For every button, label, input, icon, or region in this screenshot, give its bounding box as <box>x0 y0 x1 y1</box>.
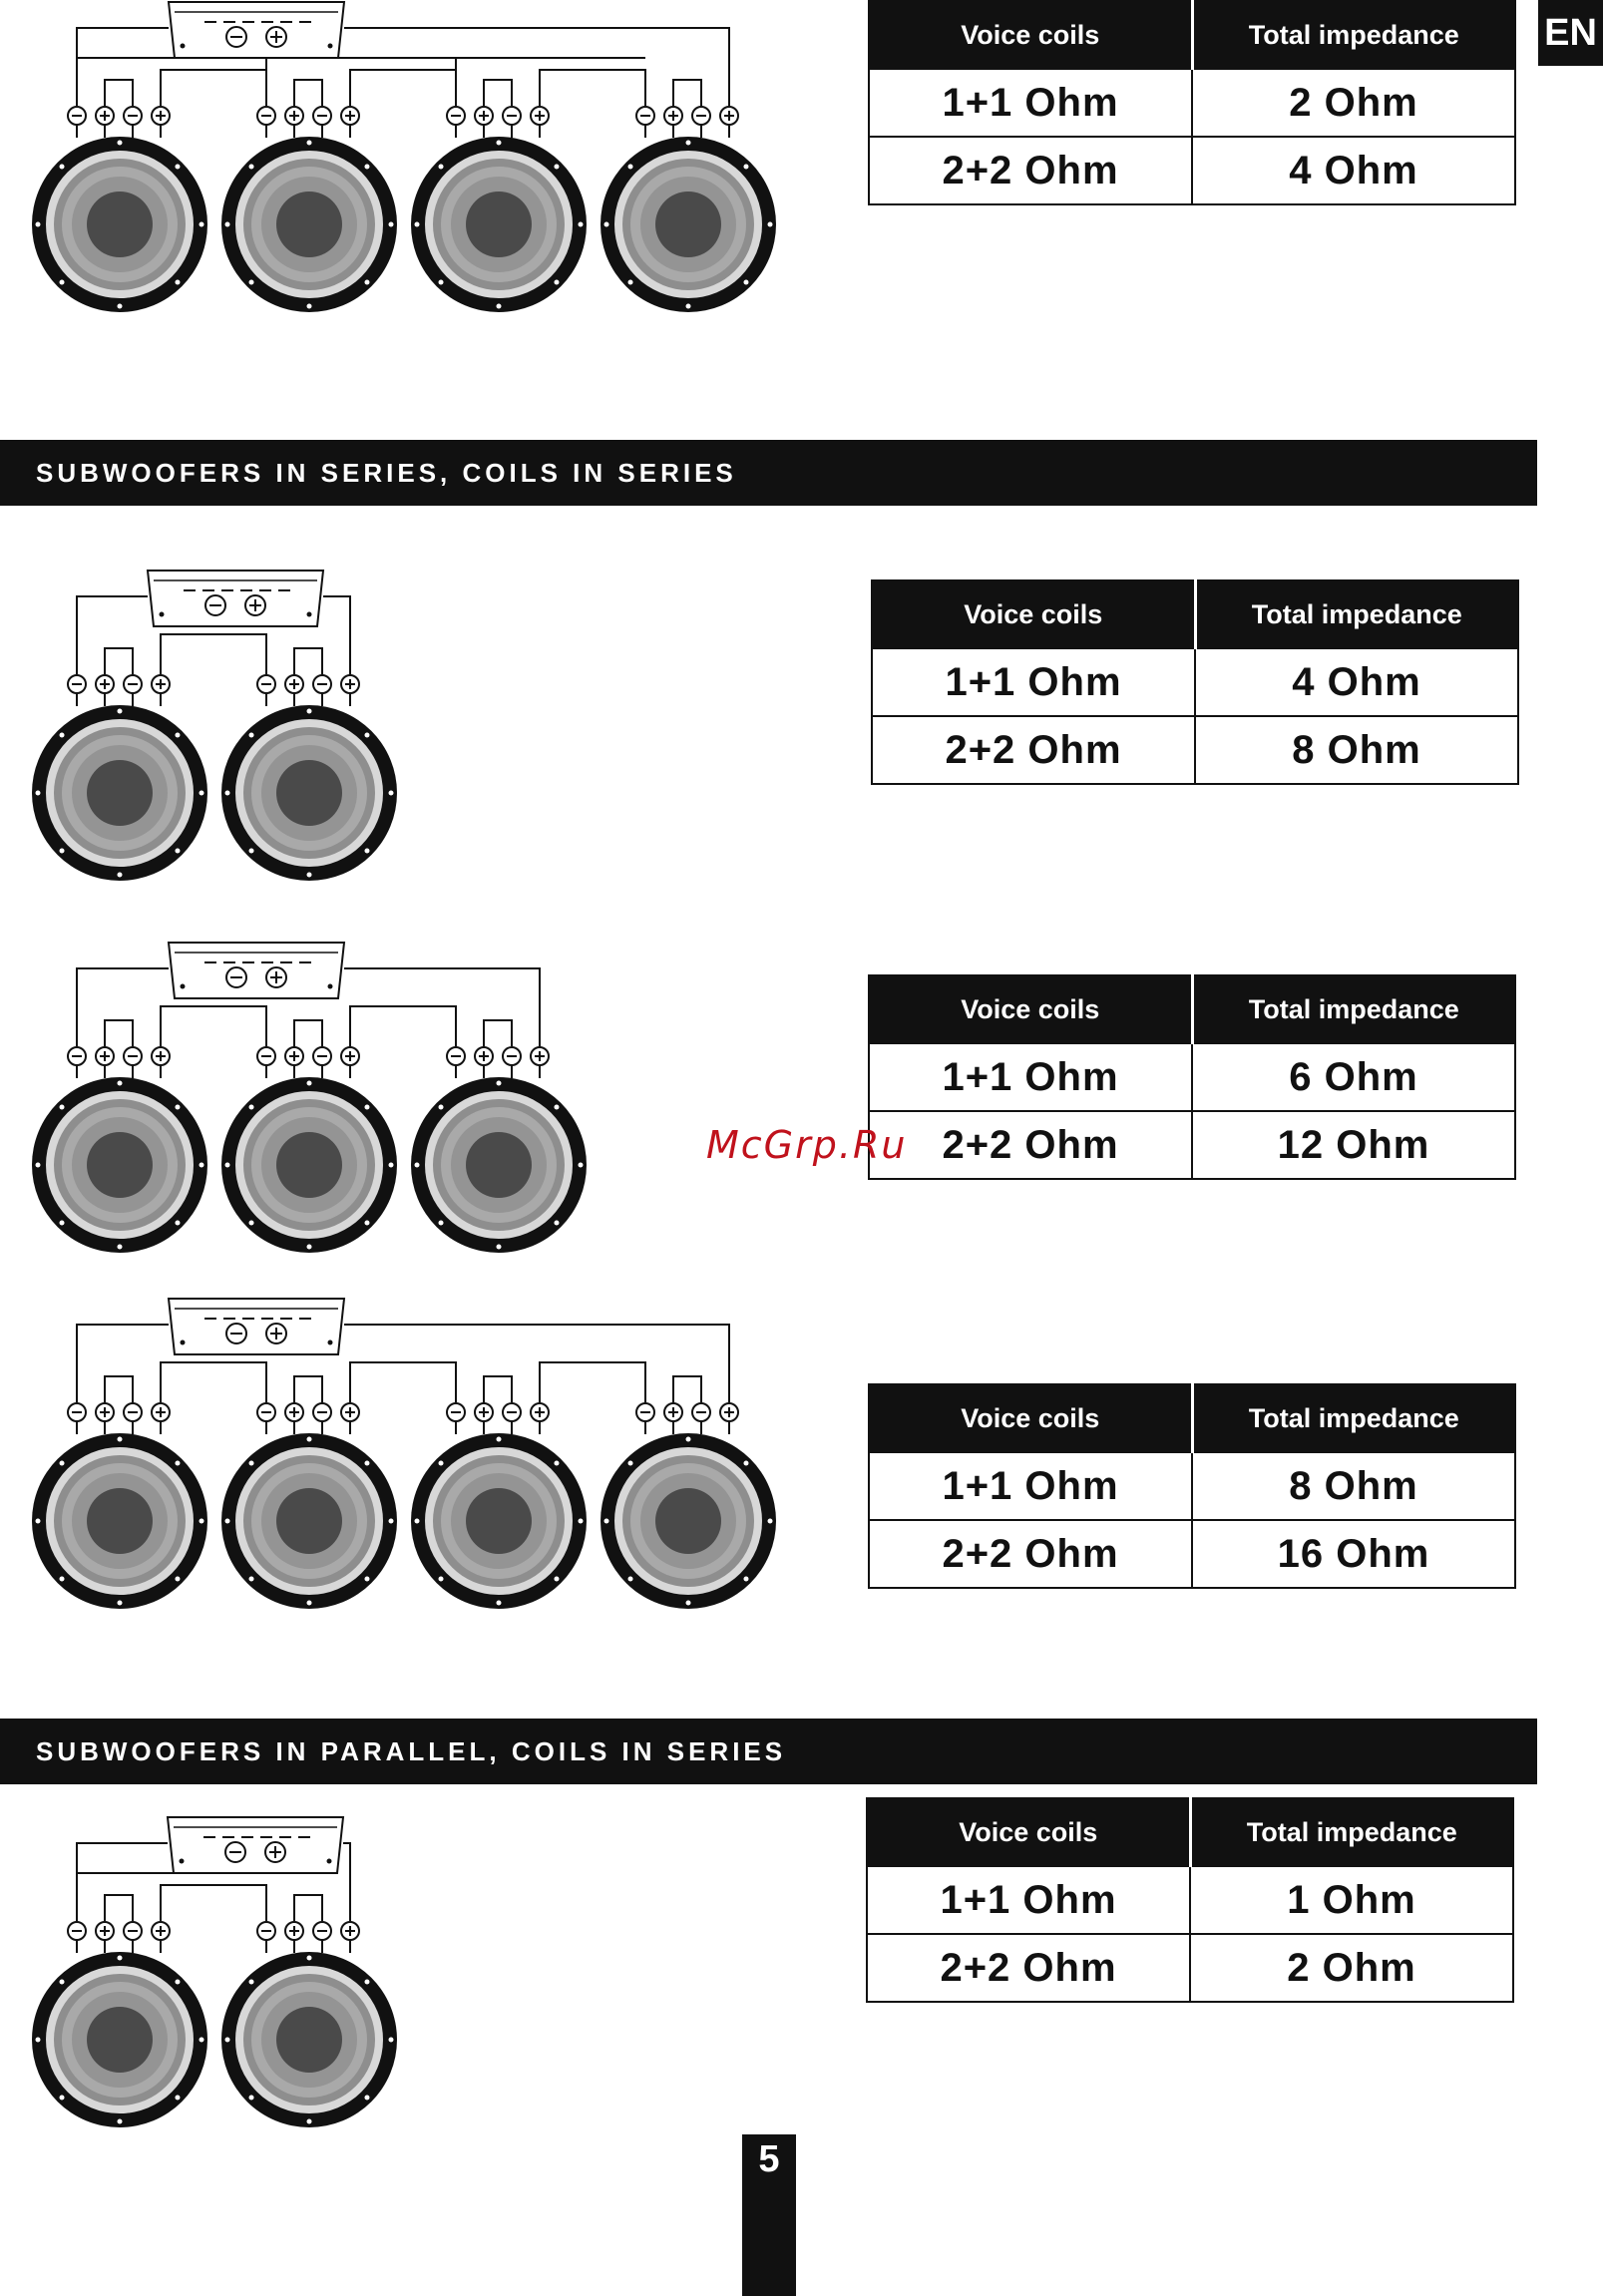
negative-terminal-icon <box>313 1392 331 1434</box>
wire <box>673 1376 701 1392</box>
negative-terminal-icon <box>257 1911 275 1953</box>
wire <box>77 1325 169 1392</box>
positive-terminal-icon <box>96 1911 114 1953</box>
amplifier-icon <box>169 1299 344 1354</box>
total-impedance-cell: 6 Ohm <box>1192 1043 1515 1111</box>
header-total-impedance: Total impedance <box>1190 1798 1513 1866</box>
positive-terminal-icon <box>152 664 170 706</box>
negative-terminal-icon <box>313 1911 331 1953</box>
voice-coils-cell: 1+1 Ohm <box>869 1452 1192 1520</box>
negative-terminal-icon <box>257 96 275 138</box>
wire <box>105 1376 133 1392</box>
wire <box>161 1006 266 1036</box>
wire <box>350 1362 456 1392</box>
wire <box>294 1020 322 1036</box>
impedance-table-4 <box>868 1383 1516 1589</box>
negative-terminal-icon <box>503 96 521 138</box>
voice-coils-cell: 1+1 Ohm <box>867 1866 1190 1934</box>
wire <box>77 596 148 664</box>
wire <box>323 596 350 664</box>
negative-terminal-icon <box>124 96 142 138</box>
negative-terminal-icon <box>503 1036 521 1078</box>
positive-terminal-icon <box>152 96 170 138</box>
positive-terminal-icon <box>341 1036 359 1078</box>
wire <box>105 648 133 664</box>
negative-terminal-icon <box>503 1392 521 1434</box>
wire <box>161 634 266 664</box>
negative-terminal-icon <box>313 664 331 706</box>
total-impedance-cell: 12 Ohm <box>1192 1111 1515 1179</box>
positive-terminal-icon <box>341 1392 359 1434</box>
section-header-series-series: SUBWOOFERS IN SERIES, COILS IN SERIES <box>0 440 1537 506</box>
header-total-impedance: Total impedance <box>1192 975 1515 1043</box>
wire <box>343 1843 350 1911</box>
subwoofer-icon <box>32 705 207 881</box>
subwoofer-icon <box>411 1433 587 1609</box>
wiring-diagram-2-speakers-parallel <box>0 1815 539 2144</box>
negative-terminal-icon <box>692 1392 710 1434</box>
positive-terminal-icon <box>341 1911 359 1953</box>
amplifier-icon <box>168 1817 343 1873</box>
wire <box>484 80 512 96</box>
positive-terminal-icon <box>531 1036 549 1078</box>
wire <box>350 70 456 96</box>
wire <box>484 1020 512 1036</box>
wire <box>294 80 322 96</box>
subwoofer-icon <box>411 137 587 312</box>
voice-coils-cell: 2+2 Ohm <box>869 1111 1192 1179</box>
wire <box>105 1020 133 1036</box>
positive-terminal-icon <box>720 96 738 138</box>
voice-coils-cell: 2+2 Ohm <box>869 137 1192 204</box>
negative-terminal-icon <box>68 96 86 138</box>
wire <box>484 1376 512 1392</box>
wire <box>294 1376 322 1392</box>
negative-terminal-icon <box>124 1911 142 1953</box>
wire <box>77 968 169 1036</box>
subwoofer-icon <box>601 1433 776 1609</box>
negative-terminal-icon <box>692 96 710 138</box>
header-total-impedance: Total impedance <box>1192 1 1515 69</box>
amplifier-icon <box>169 943 344 998</box>
watermark: McGrp.Ru <box>706 1123 908 1167</box>
total-impedance-cell: 1 Ohm <box>1190 1866 1513 1934</box>
voice-coils-cell: 1+1 Ohm <box>872 648 1195 716</box>
total-impedance-cell: 2 Ohm <box>1192 69 1515 137</box>
negative-terminal-icon <box>68 1036 86 1078</box>
total-impedance-cell: 8 Ohm <box>1195 716 1518 784</box>
positive-terminal-icon <box>152 1392 170 1434</box>
impedance-table-2 <box>871 579 1519 785</box>
section-header-parallel-series: SUBWOOFERS IN PARALLEL, COILS IN SERIES <box>0 1719 1537 1784</box>
positive-terminal-icon <box>96 664 114 706</box>
subwoofer-icon <box>221 705 397 881</box>
table-row <box>867 1934 1513 2002</box>
wire <box>77 1843 168 1911</box>
wire <box>294 648 322 664</box>
wiring-diagram-4-speakers-parallel <box>0 0 798 329</box>
subwoofer-icon <box>32 137 207 312</box>
negative-terminal-icon <box>124 1392 142 1434</box>
negative-terminal-icon <box>313 1036 331 1078</box>
wiring-diagram-4-speakers-series <box>0 1297 798 1626</box>
wiring-diagram-3-speakers-series <box>0 941 618 1270</box>
impedance-table-3 <box>868 974 1516 1180</box>
positive-terminal-icon <box>531 96 549 138</box>
wire <box>105 80 133 96</box>
wire <box>344 968 540 1036</box>
table-row <box>869 1111 1515 1179</box>
wire <box>161 1885 266 1911</box>
amplifier-icon <box>148 571 323 626</box>
subwoofer-icon <box>32 1077 207 1253</box>
negative-terminal-icon <box>636 1392 654 1434</box>
voice-coils-cell: 2+2 Ohm <box>869 1520 1192 1588</box>
subwoofer-icon <box>32 1433 207 1609</box>
wire <box>540 70 645 96</box>
table-row <box>869 1452 1515 1520</box>
subwoofer-icon <box>32 1952 207 2127</box>
impedance-table-5 <box>866 1797 1514 2003</box>
amplifier-icon <box>169 2 344 58</box>
header-voice-coils: Voice coils <box>869 1 1192 69</box>
subwoofer-icon <box>601 137 776 312</box>
negative-terminal-icon <box>124 664 142 706</box>
table-row <box>872 716 1518 784</box>
total-impedance-cell: 2 Ohm <box>1190 1934 1513 2002</box>
table-row <box>869 69 1515 137</box>
wire <box>350 1006 456 1036</box>
negative-terminal-icon <box>124 1036 142 1078</box>
wire <box>161 1362 266 1392</box>
header-total-impedance: Total impedance <box>1192 1384 1515 1452</box>
voice-coils-cell: 1+1 Ohm <box>869 69 1192 137</box>
table-row <box>867 1866 1513 1934</box>
subwoofer-icon <box>221 1077 397 1253</box>
header-voice-coils: Voice coils <box>869 975 1192 1043</box>
positive-terminal-icon <box>341 96 359 138</box>
positive-terminal-icon <box>285 1036 303 1078</box>
total-impedance-cell: 4 Ohm <box>1192 137 1515 204</box>
positive-terminal-icon <box>285 1392 303 1434</box>
voice-coils-cell: 1+1 Ohm <box>869 1043 1192 1111</box>
wiring-diagram-2-speakers-series <box>0 569 519 898</box>
wire <box>540 1362 645 1392</box>
positive-terminal-icon <box>96 96 114 138</box>
table-row <box>869 137 1515 204</box>
wire <box>105 1895 133 1911</box>
subwoofer-icon <box>221 1433 397 1609</box>
positive-terminal-icon <box>531 1392 549 1434</box>
negative-terminal-icon <box>447 1036 465 1078</box>
wire <box>294 1895 322 1911</box>
wire <box>673 80 701 96</box>
wire <box>344 28 729 96</box>
positive-terminal-icon <box>664 1392 682 1434</box>
positive-terminal-icon <box>152 1911 170 1953</box>
negative-terminal-icon <box>68 1911 86 1953</box>
positive-terminal-icon <box>475 96 493 138</box>
negative-terminal-icon <box>313 96 331 138</box>
negative-terminal-icon <box>257 1392 275 1434</box>
negative-terminal-icon <box>447 96 465 138</box>
table-row <box>869 1520 1515 1588</box>
positive-terminal-icon <box>475 1036 493 1078</box>
positive-terminal-icon <box>720 1392 738 1434</box>
negative-terminal-icon <box>636 96 654 138</box>
subwoofer-icon <box>411 1077 587 1253</box>
header-voice-coils: Voice coils <box>867 1798 1190 1866</box>
total-impedance-cell: 16 Ohm <box>1192 1520 1515 1588</box>
language-tag: EN <box>1538 0 1603 66</box>
wire <box>77 28 169 96</box>
positive-terminal-icon <box>152 1036 170 1078</box>
positive-terminal-icon <box>96 1392 114 1434</box>
subwoofer-icon <box>221 1952 397 2127</box>
header-voice-coils: Voice coils <box>869 1384 1192 1452</box>
table-row <box>869 1043 1515 1111</box>
negative-terminal-icon <box>257 664 275 706</box>
positive-terminal-icon <box>341 664 359 706</box>
positive-terminal-icon <box>475 1392 493 1434</box>
positive-terminal-icon <box>285 96 303 138</box>
negative-terminal-icon <box>68 1392 86 1434</box>
wire <box>344 1325 729 1392</box>
positive-terminal-icon <box>285 664 303 706</box>
negative-terminal-icon <box>257 1036 275 1078</box>
wire <box>161 70 266 96</box>
negative-terminal-icon <box>447 1392 465 1434</box>
header-voice-coils: Voice coils <box>872 580 1195 648</box>
impedance-table-1 <box>868 0 1516 205</box>
negative-terminal-icon <box>68 664 86 706</box>
positive-terminal-icon <box>96 1036 114 1078</box>
header-total-impedance: Total impedance <box>1195 580 1518 648</box>
positive-terminal-icon <box>664 96 682 138</box>
page-number: 5 <box>742 2134 796 2296</box>
voice-coils-cell: 2+2 Ohm <box>872 716 1195 784</box>
voice-coils-cell: 2+2 Ohm <box>867 1934 1190 2002</box>
subwoofer-icon <box>221 137 397 312</box>
total-impedance-cell: 4 Ohm <box>1195 648 1518 716</box>
table-row <box>872 648 1518 716</box>
positive-terminal-icon <box>285 1911 303 1953</box>
total-impedance-cell: 8 Ohm <box>1192 1452 1515 1520</box>
